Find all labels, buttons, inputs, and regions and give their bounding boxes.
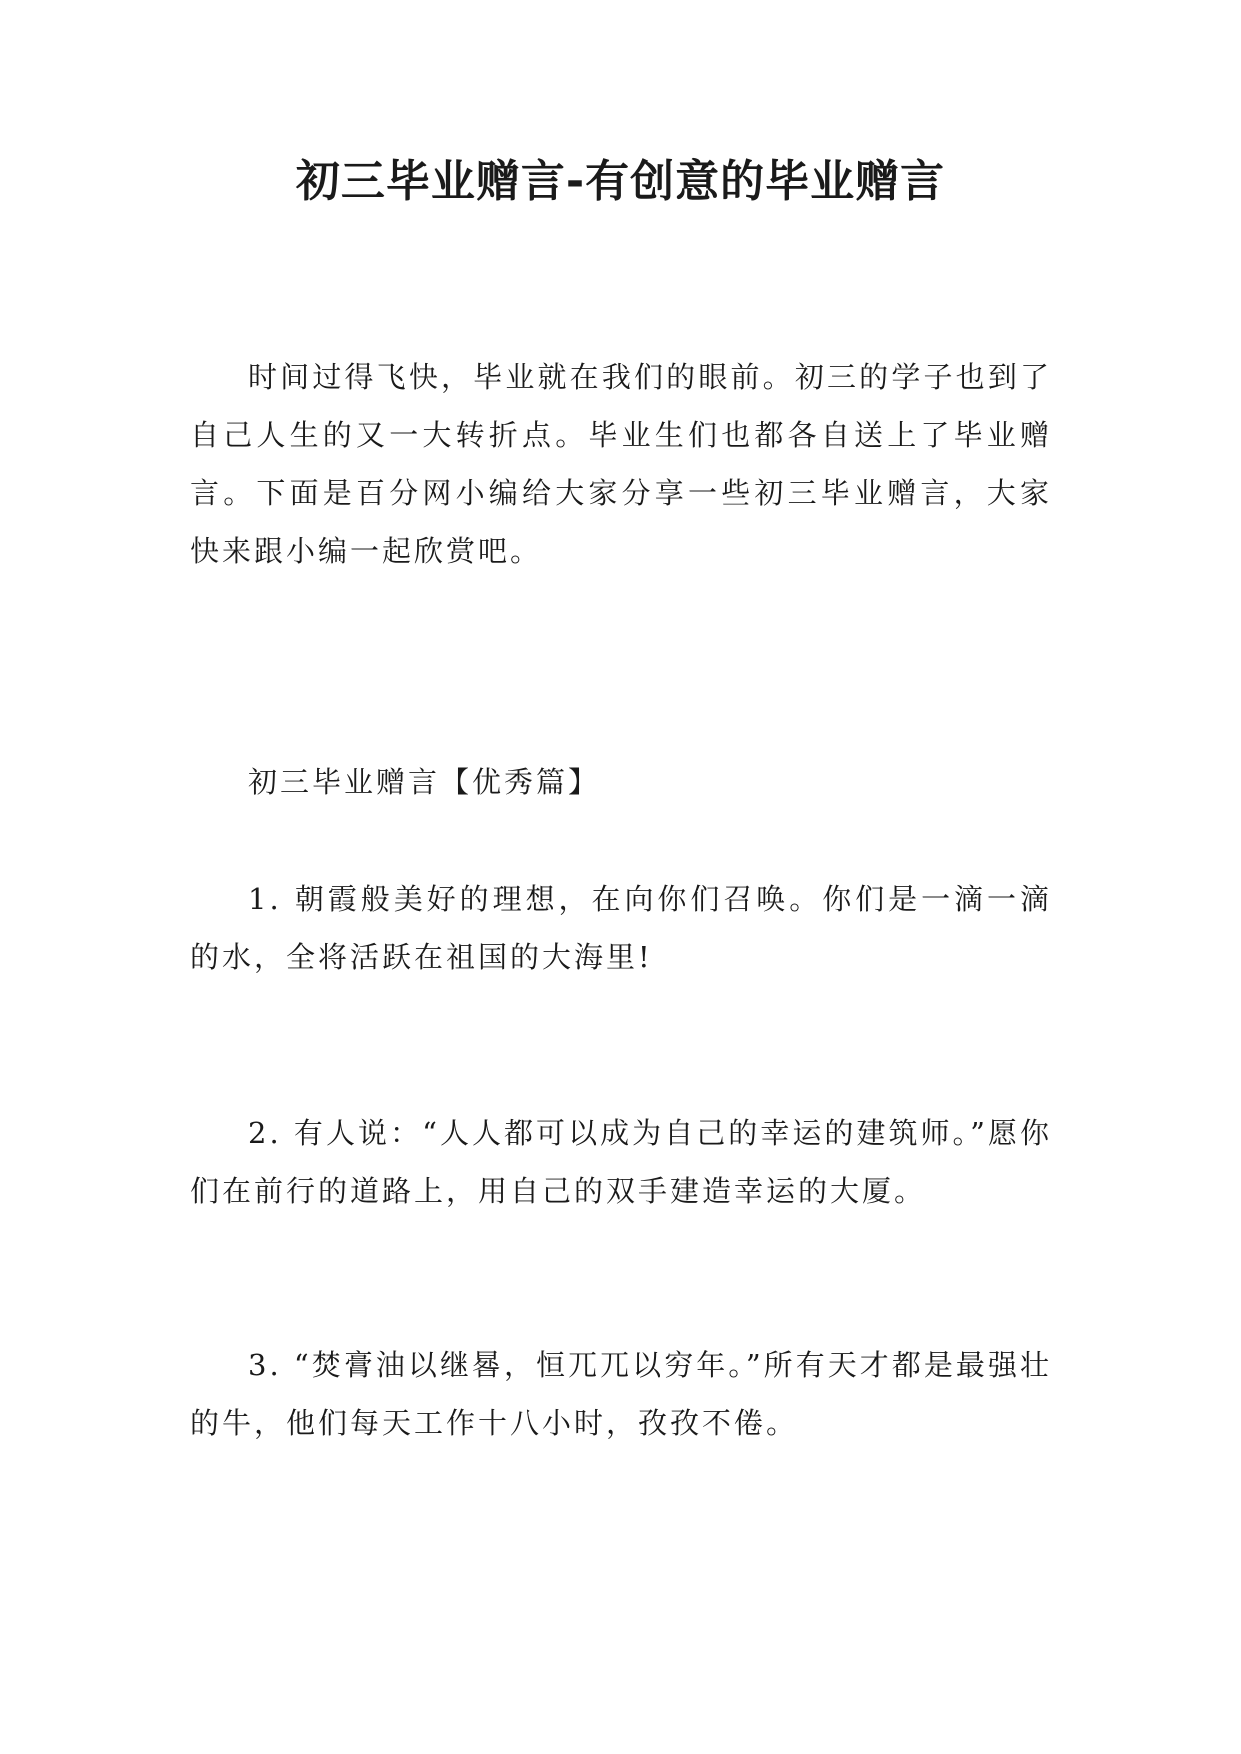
- intro-paragraph: 时间过得飞快，毕业就在我们的眼前。初三的学子也到了自己人生的又一大转折点。毕业生们也都各自送上了毕业赠言。下面是百分网小编给大家分享一些初三毕业赠言，大家快来跟小编一起欣赏吧。: [190, 360, 1052, 568]
- section-heading: 初三毕业赠言【优秀篇】: [248, 765, 601, 799]
- quote-item-1: 1. 朝霞般美好的理想，在向你们召唤。你们是一滴一滴的水，全将活跃在祖国的大海里!: [190, 882, 1052, 974]
- quote-item-2: 2. 有人说：“人人都可以成为自己的幸运的建筑师。”愿你们在前行的道路上，用自己的双手建造幸运的大厦。: [190, 1116, 1052, 1208]
- quote-item-3: 3. “焚膏油以继晷，恒兀兀以穷年。”所有天才都是最强壮的牛，他们每天工作十八小时，孜孜不倦。: [190, 1348, 1052, 1440]
- document-title: 初三毕业赠言-有创意的毕业赠言: [295, 156, 946, 207]
